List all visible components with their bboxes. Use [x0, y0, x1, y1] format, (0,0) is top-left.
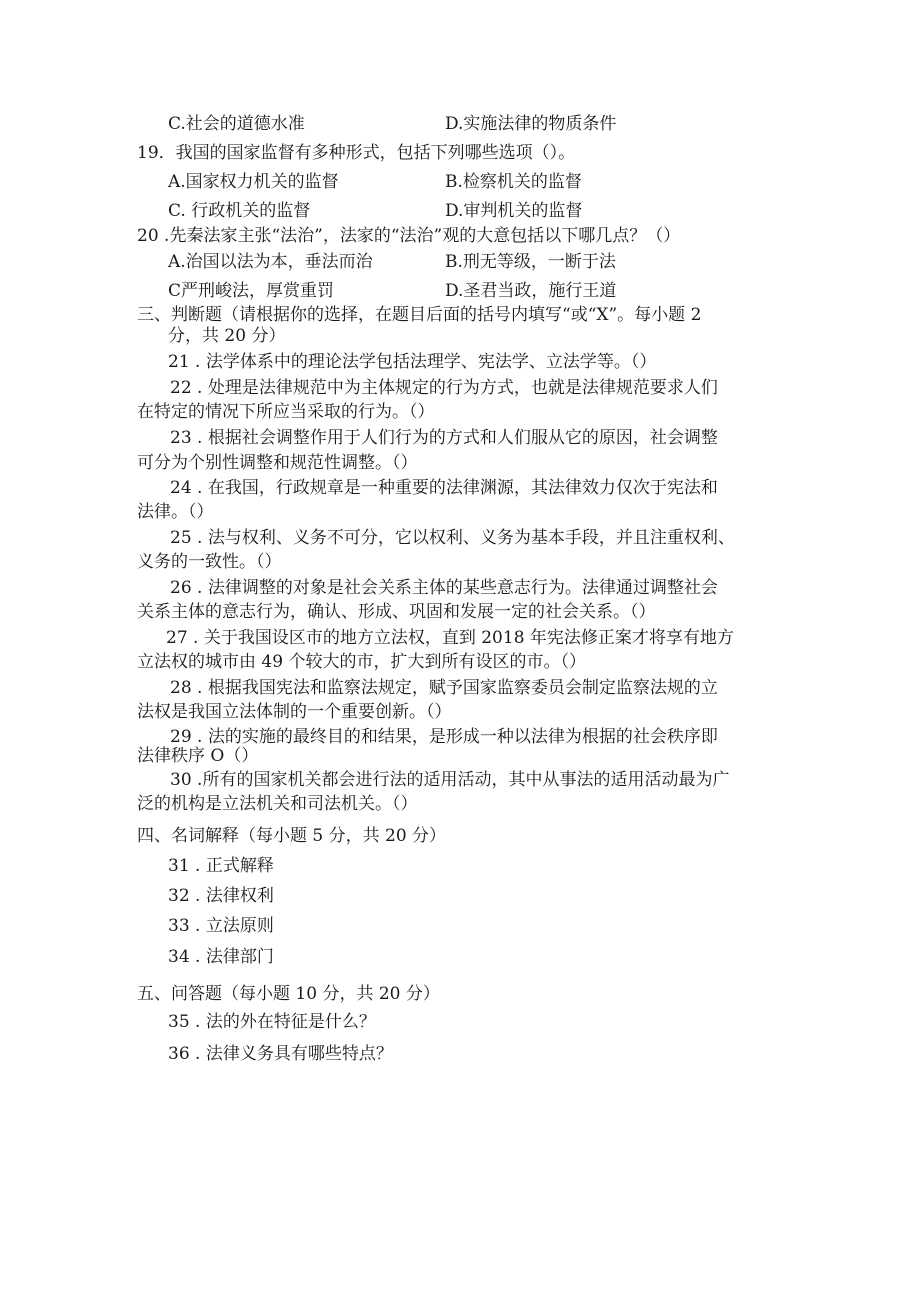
- q35: 35 . 法的外在特征是什么？: [168, 1012, 376, 1032]
- section4-heading: 四、名词解释（每小题 5 分，共 20 分）: [137, 826, 447, 846]
- q29-line1: 29 . 法的实施的最终目的和结果，是形成一种以法律为根据的社会秩序即: [170, 727, 718, 747]
- q20-option-b: B.刑无等级，一断于法: [445, 252, 616, 272]
- section5-heading: 五、问答题（每小题 10 分，共 20 分）: [137, 984, 440, 1004]
- q26-line2: 关系主体的意志行为，确认、形成、巩固和发展一定的社会关系。（）: [137, 602, 656, 622]
- q22-line1: 22 . 处理是法律规范中为主体规定的行为方式，也就是法律规范要求人们: [170, 378, 718, 398]
- q19-stem: 19．我国的国家监督有多种形式，包括下列哪些选项（）。: [137, 143, 576, 163]
- q30-line1: 30 .所有的国家机关都会进行法的适用活动，其中从事法的适用活动最为广: [170, 770, 730, 790]
- q26-line1: 26 . 法律调整的对象是社会关系主体的某些意志行为。法律通过调整社会: [170, 578, 718, 598]
- q21: 21 . 法学体系中的理论法学包括法理学、宪法学、立法学等。（）: [168, 352, 657, 372]
- q29-line2: 法律秩序 O（）: [137, 746, 259, 766]
- q24-line2: 法律。（）: [137, 502, 214, 522]
- q36: 36 . 法律义务具有哪些特点？: [168, 1044, 393, 1064]
- q23-line2: 可分为个别性调整和规范性调整。（）: [137, 453, 418, 473]
- q24-line1: 24 . 在我国，行政规章是一种重要的法律渊源，其法律效力仅次于宪法和: [170, 478, 718, 498]
- q28-line1: 28 . 根据我国宪法和监察法规定，赋予国家监察委员会制定监察法规的立: [170, 678, 718, 698]
- q33: 33 . 立法原则: [168, 916, 274, 936]
- q31: 31 . 正式解释: [168, 856, 274, 876]
- q18-option-c: C.社会的道德水准: [168, 114, 305, 134]
- q32: 32 . 法律权利: [168, 886, 274, 906]
- q19-option-b: B.检察机关的监督: [445, 172, 582, 192]
- q28-line2: 法权是我国立法体制的一个重要创新。（）: [137, 702, 452, 722]
- q19-option-d: D.审判机关的监督: [445, 201, 583, 221]
- q34: 34 . 法律部门: [168, 947, 274, 967]
- q25-line1: 25 . 法与权利、义务不可分，它以权利、义务为基本手段，并且注重权利、: [170, 528, 735, 548]
- q19-option-a: A.国家权力机关的监督: [168, 172, 339, 192]
- q18-option-d: D.实施法律的物质条件: [445, 114, 617, 134]
- q25-line2: 义务的一致性。（）: [137, 552, 282, 572]
- q20-option-c: C严刑峻法，厚赏重罚: [168, 281, 335, 301]
- q19-option-c: C. 行政机关的监督: [168, 201, 311, 221]
- q20-option-d: D.圣君当政，施行王道: [445, 281, 617, 301]
- q27-line2: 立法权的城市由 49 个较大的市，扩大到所有设区的市。（）: [137, 652, 586, 672]
- q27-line1: 27 . 关于我国设区市的地方立法权，直到 2018 年宪法修正案才将享有地方: [166, 628, 734, 648]
- q23-line1: 23 . 根据社会调整作用于人们行为的方式和人们服从它的原因，社会调整: [170, 428, 718, 448]
- q20-stem: 20 .先秦法家主张“法治”，法家的“法治”观的大意包括以下哪几点？（）: [137, 226, 681, 246]
- q22-line2: 在特定的情况下所应当采取的行为。（）: [137, 402, 435, 422]
- section3-heading-line2: 分，共 20 分）: [168, 326, 286, 346]
- q30-line2: 泛的机构是立法机关和司法机关。（）: [137, 794, 418, 814]
- section3-heading-line1: 三、判断题（请根据你的选择，在题目后面的括号内填写“或“X”。每小题 2: [137, 305, 702, 325]
- q20-option-a: A.治国以法为本，垂法而治: [168, 252, 373, 272]
